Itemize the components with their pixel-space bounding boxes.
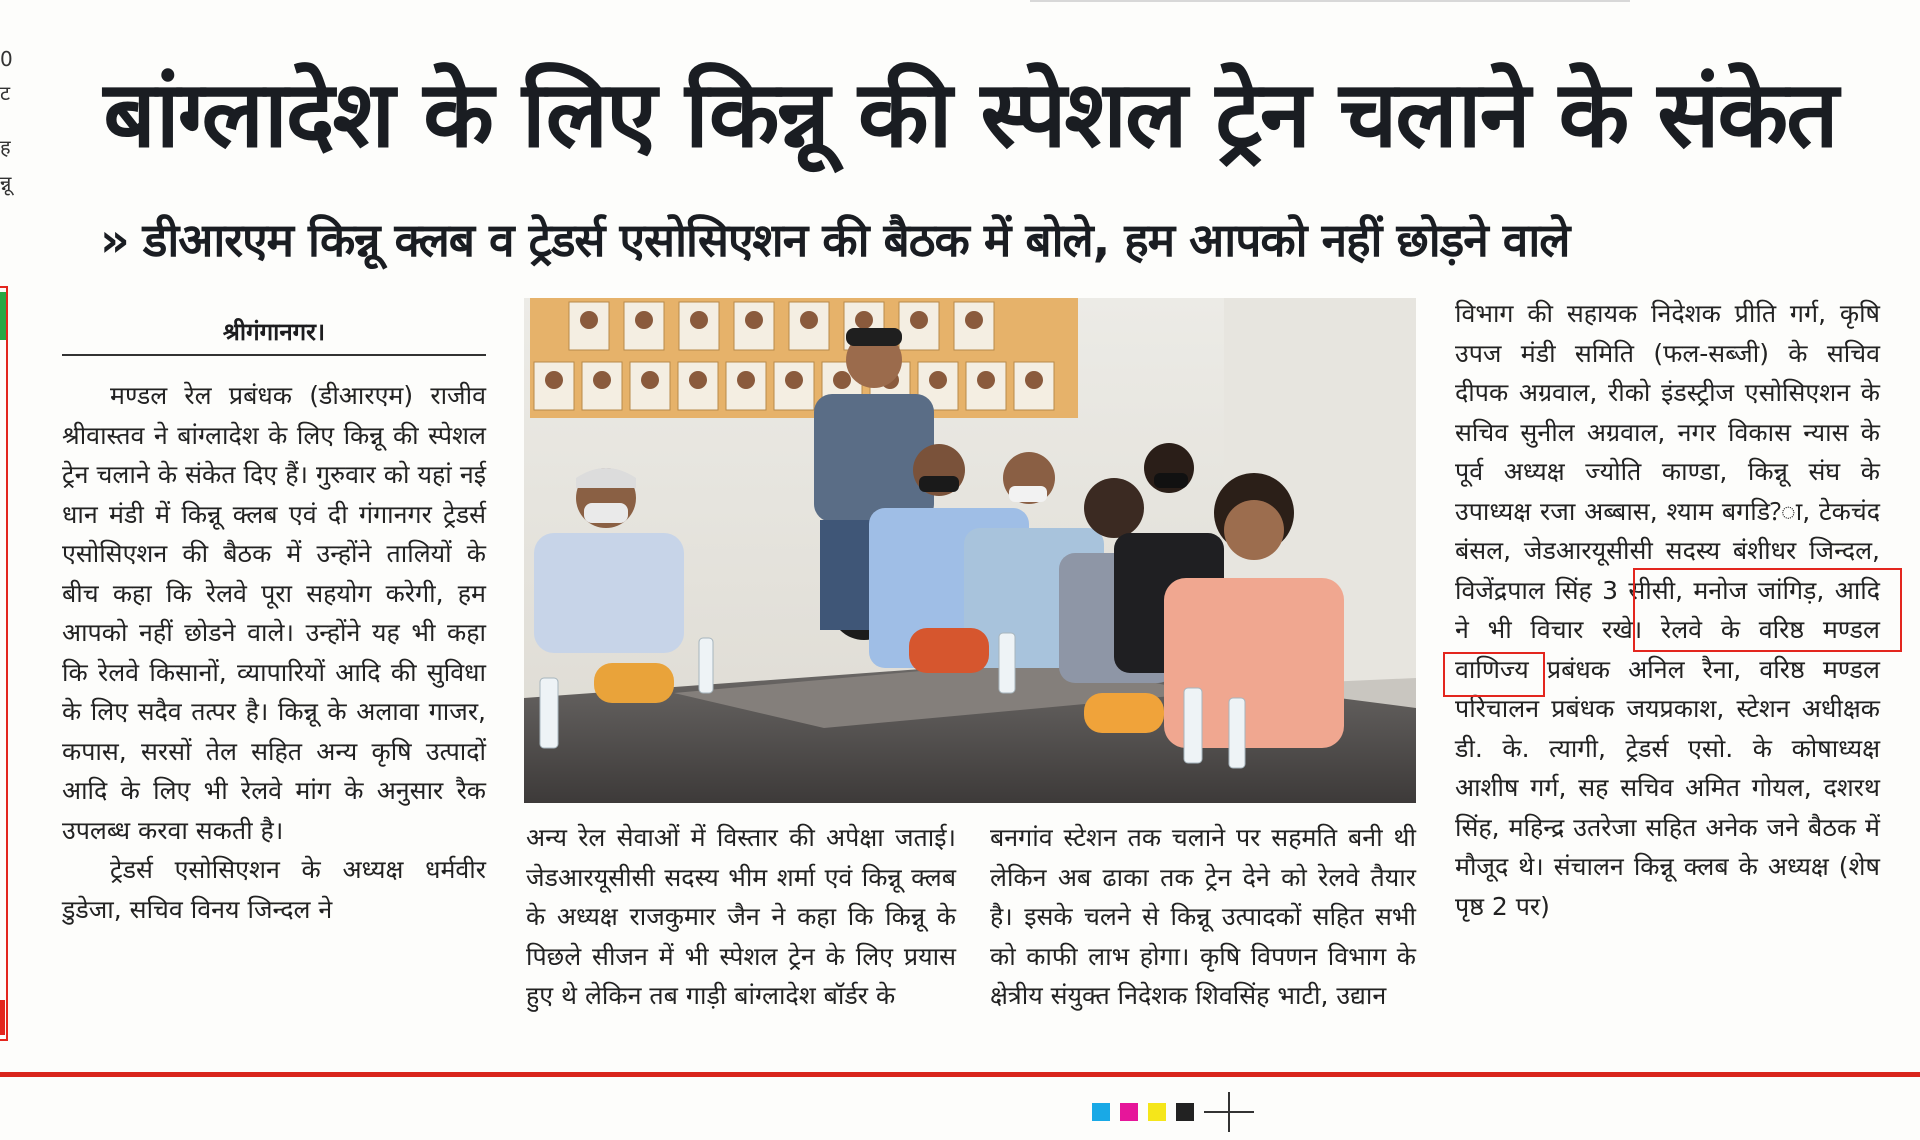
strip-fragment: न्नू <box>0 171 12 195</box>
adjacent-red-mark <box>0 1000 5 1035</box>
bottom-red-rule <box>0 1072 1920 1077</box>
subheadline <box>100 205 1850 275</box>
dateline-rule <box>62 310 486 356</box>
article-column-2: अन्य रेल सेवाओं में विस्तार की अपेक्षा जताई। जेडआरयूसीसी सदस्य भीम शर्मा एवं किन्नू क्लब के अध्यक्ष राजकुमार जैन ने कहा कि किन्नू के पिछले सीजन में भी स्पेशल ट्रेन के लिए प्रयास हुए थे लेकिन तब गाड़ी बांग्लादेश बॉर्डर के <box>526 823 956 1010</box>
strip-fragment: ट <box>0 81 11 105</box>
paragraph: ट्रेडर्स एसोसिएशन के अध्यक्ष धर्मवीर डुडेजा, सचिव विनय जिन्दल ने <box>62 855 486 924</box>
black-swatch <box>1176 1103 1194 1121</box>
meeting-photo-illustration <box>524 298 1416 803</box>
article-column-4: विभाग की सहायक निदेशक प्रीति गर्ग, कृषि उपज मंडी समिति (फल-सब्जी) के सचिव दीपक अग्रवाल, रीको इंडस्ट्रीज एसोसिएशन के सचिव सुनील अग्रवाल, नगर विकास न्यास के पूर्व अध्यक्ष ज्योति काण्डा, किन्नू संघ के उपाध्यक्ष रजा अब्बास, श्याम बगडि?ा, टेकचंद बंसल, जेडआरयूसीसी सदस्य बंशीधर जिन्दल, विजेंद्रपाल सिंह 3 सीसी, मनोज जांगिड़, आदि ने भी विचार रखे। रेलवे के वरिष्ठ मण्डल वाणिज्य प्रबंधक अनिल रैना, वरिष्ठ मण्डल परिचालन प्रबंधक जयप्रकाश, स्टेशन अधीक्षक डी. के. त्यागी, ट्रेडर्स एसो. के कोषाध्यक्ष आशीष गर्ग, सह सचिव अमित गोयल, दशरथ सिंह, महिन्द्र उतरेजा सहित अनेक जने बैठक में मौजूद थे। संचालन किन्नू क्लब के अध्यक्ष (शेष पृष्ठ 2 पर) <box>1455 299 1880 921</box>
registration-marks <box>1092 1102 1254 1122</box>
paragraph: मण्डल रेल प्रबंधक (डीआरएम) राजीव श्रीवास्तव ने बांग्लादेश के लिए किन्नू की स्पेशल ट्रेन चलाने के संकेत दिए हैं। गुरुवार को यहां नई धान मंडी में किन्नू क्लब एवं दी गंगानगर ट्रेडर्स एसोसिएशन की बैठक में उन्होंने तालियों के बीच कहा कि रेलवे पूरा सहयोग करेगी, हम आपको नहीं छोडने वाले। उन्होंने यह भी कहा कि रेलवे किसानों, व्यापारियों आदि की सुविधा के लिए सदैव तत्पर है। किन्नू के अलावा गाजर, कपास, सरसों तेल सहित अन्य कृषि उत्पादों आदि के लिए भी रेलवे मांग के अनुसार रैक उपलब्ध करवा सकती है। <box>62 381 486 845</box>
dateline: श्रीगंगानगर। <box>222 318 326 346</box>
subheadline-text: डीआरएम किन्नू क्लब व ट्रेडर्स एसोसिएशन की बैठक में बोले, हम आपको नहीं छोड़ने वाले <box>142 213 1570 267</box>
adjacent-red-box <box>0 286 8 1041</box>
headline: बांग्लादेश के लिए किन्नू की स्पेशल ट्रेन चलाने के संकेत <box>103 61 1837 168</box>
article-column-1 <box>62 376 486 1056</box>
strip-fragment: ह <box>0 135 11 159</box>
adjacent-article-strip <box>0 0 14 1140</box>
chevron-icon: » <box>100 213 129 267</box>
adjacent-green-mark <box>0 292 6 340</box>
crosshair-icon <box>1204 1092 1254 1132</box>
yellow-swatch <box>1148 1103 1166 1121</box>
magenta-swatch <box>1120 1103 1138 1121</box>
meeting-photo <box>524 298 1416 803</box>
article-column-3: बनगांव स्टेशन तक चलाने पर सहमति बनी थी लेकिन अब ढाका तक ट्रेन देने को रेलवे तैयार है। इसके चलने से किन्नू उत्पादकों सहित सभी को काफी लाभ होगा। कृषि विपणन विभाग के क्षेत्रीय संयुक्त निदेशक शिवसिंह भाटी, उद्यान <box>990 823 1416 1010</box>
cyan-swatch <box>1092 1103 1110 1121</box>
top-page-rule <box>1030 0 1630 2</box>
strip-fragment: 0 <box>0 47 13 71</box>
